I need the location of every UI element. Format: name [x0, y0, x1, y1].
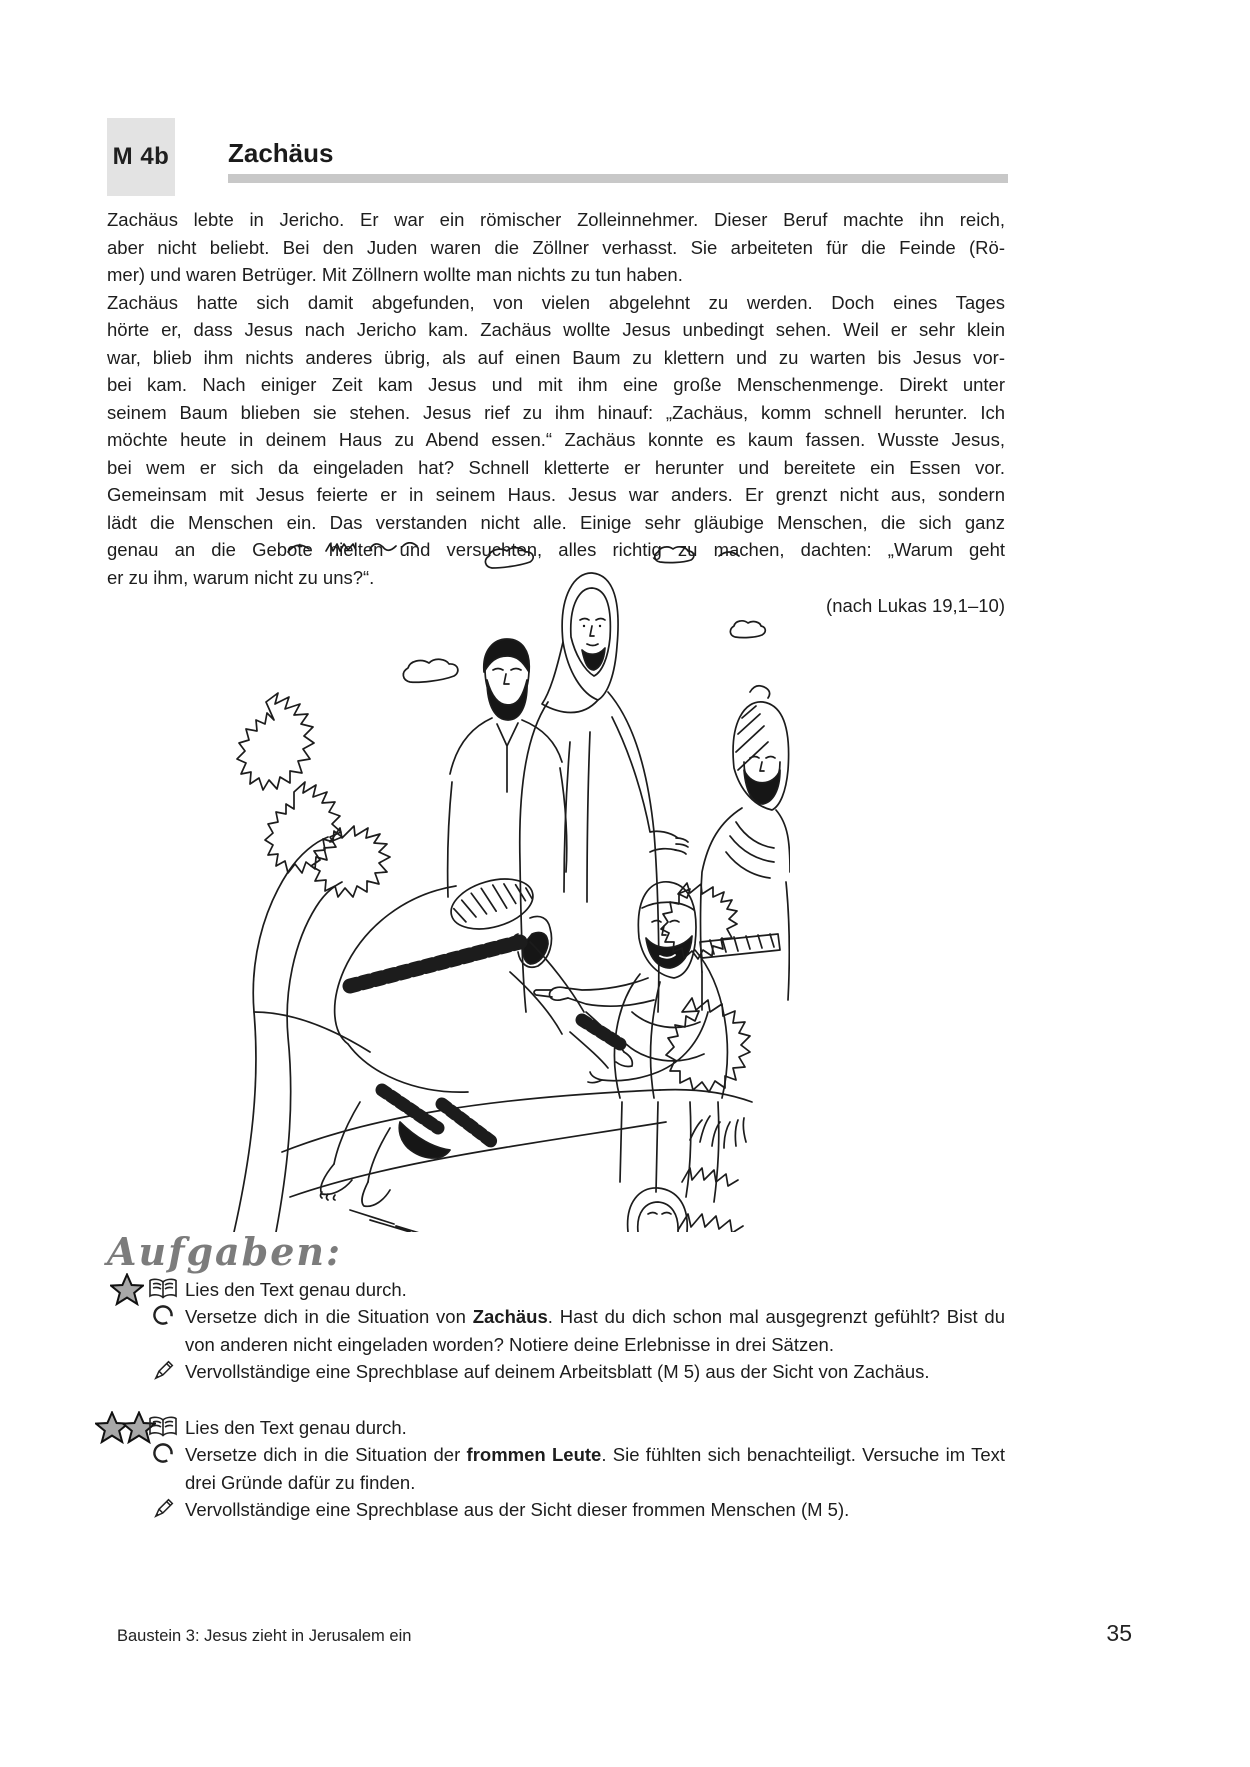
task-text: Lies den Text genau durch.: [185, 1278, 407, 1300]
body-text-line: hörte er, dass Jesus nach Jericho kam. Zachäus wollte Jesus unbedingt sehen. Weil er sehr klein: [107, 319, 1005, 340]
task-item: [185, 1276, 1005, 1304]
body-text-line: seinem Baum blieben sie stehen. Jesus rief zu ihm hinauf: „Zachäus, komm schnell herunter. Ich: [107, 401, 1005, 423]
body-text-line: aber nicht beliebt. Bei den Juden waren die Zöllner verhasst. Sie arbeiteten für die Feinde (Rö-: [107, 236, 1005, 258]
task-item: [185, 1496, 1005, 1524]
body-text-line: lädt die Menschen ein. Das verstanden nicht alle. Einige sehr gläubige Menschen, die sich ganz: [107, 511, 1005, 533]
body-text-line: Gemeinsam mit Jesus feierte er in seinem Haus. Jesus war anders. Er grenzt nicht aus, sondern: [107, 484, 1005, 505]
body-text-line: war, blieb ihm nichts anderes übrig, als auf einen Baum zu klettern und zu warten bis Jesus vor-: [107, 346, 1005, 368]
footer: [117, 1620, 1132, 1647]
body-text-line: bei wem er sich da eingeladen hat? Schnell kletterte er herunter und bereitete ein Essen vor.: [107, 456, 1005, 478]
star-icon: [110, 1273, 144, 1306]
task-text: Vervollständige eine Sprechblase aus der Sicht dieser frommen Menschen (M 5).: [185, 1499, 850, 1520]
circle-icon: [147, 1304, 179, 1334]
page-number: 35: [1106, 1620, 1132, 1646]
body-text-line: er zu ihm, warum nicht zu uns?“.: [107, 566, 375, 588]
body-text-line: mer) und waren Betrüger. Mit Zöllnern wollte man nichts zu tun haben.: [107, 264, 683, 285]
scripture-attribution: (nach Lukas 19,1–10): [826, 595, 1005, 616]
footer-left: Baustein 3: Jesus zieht in Jerusalem ein: [117, 1627, 412, 1645]
illustration-drawing: [230, 542, 790, 1232]
circle-icon: [147, 1442, 179, 1472]
task-text: Vervollständige eine Sprechblase auf deinem Arbeitsblatt (M 5) aus der Sicht von Zachäus.: [185, 1361, 930, 1382]
task-group-one-star: [185, 1276, 1005, 1386]
task-text: Lies den Text genau durch.: [185, 1416, 407, 1438]
task-item: [185, 1303, 1005, 1358]
material-label: [107, 118, 175, 196]
tasks-heading: Aufgaben:: [107, 1229, 343, 1274]
body-text-line: Zachäus hatte sich damit abgefunden, von vielen abgelehnt zu werden. Doch eines Tages: [107, 291, 1005, 313]
pencil-icon: [147, 1497, 179, 1529]
pencil-icon: [147, 1359, 179, 1391]
task-item: [185, 1441, 1005, 1496]
body-text-line: Zachäus lebte in Jericho. Er war ein römischer Zolleinnehmer. Dieser Beruf machte ihn reich,: [107, 209, 1005, 230]
tasks-section: [107, 1229, 1006, 1524]
body-text-line: bei kam. Nach einiger Zeit kam Jesus und mit ihm eine große Menschenmenge. Direkt unter: [107, 374, 1005, 395]
task-text: Versetze dich in die Situation der frommen Leute. Sie fühlten sich benachteiligt. Versuche im Text drei Gründe dafür zu finden.: [185, 1444, 1005, 1493]
difficulty-stars: [110, 1273, 144, 1306]
task-item: [185, 1414, 1005, 1442]
task-text: Versetze dich in die Situation von Zachäus. Hast du dich schon mal ausgegrenzt gefühlt? Bist du von anderen nicht eingeladen worden? Notiere deine Erlebnisse in drei Sätzen.: [185, 1306, 1006, 1355]
task-item: [185, 1358, 1005, 1386]
body-text-line: möchte heute in deinem Haus zu Abend essen.“ Zachäus konnte es kaum fassen. Wusste Jesus,: [107, 429, 1005, 450]
title-rule: [228, 174, 1008, 183]
body-text-line: genau an die Gebote hielten und versuchten, alles richtig zu machen, dachten: „Warum geht: [107, 539, 1005, 560]
material-label-text: M 4b: [112, 143, 170, 170]
task-group-two-star: [185, 1414, 1005, 1524]
body-paragraph-1: [107, 206, 1005, 289]
page-title: Zachäus: [228, 138, 334, 168]
zacchaeus-illustration: [230, 542, 790, 1232]
